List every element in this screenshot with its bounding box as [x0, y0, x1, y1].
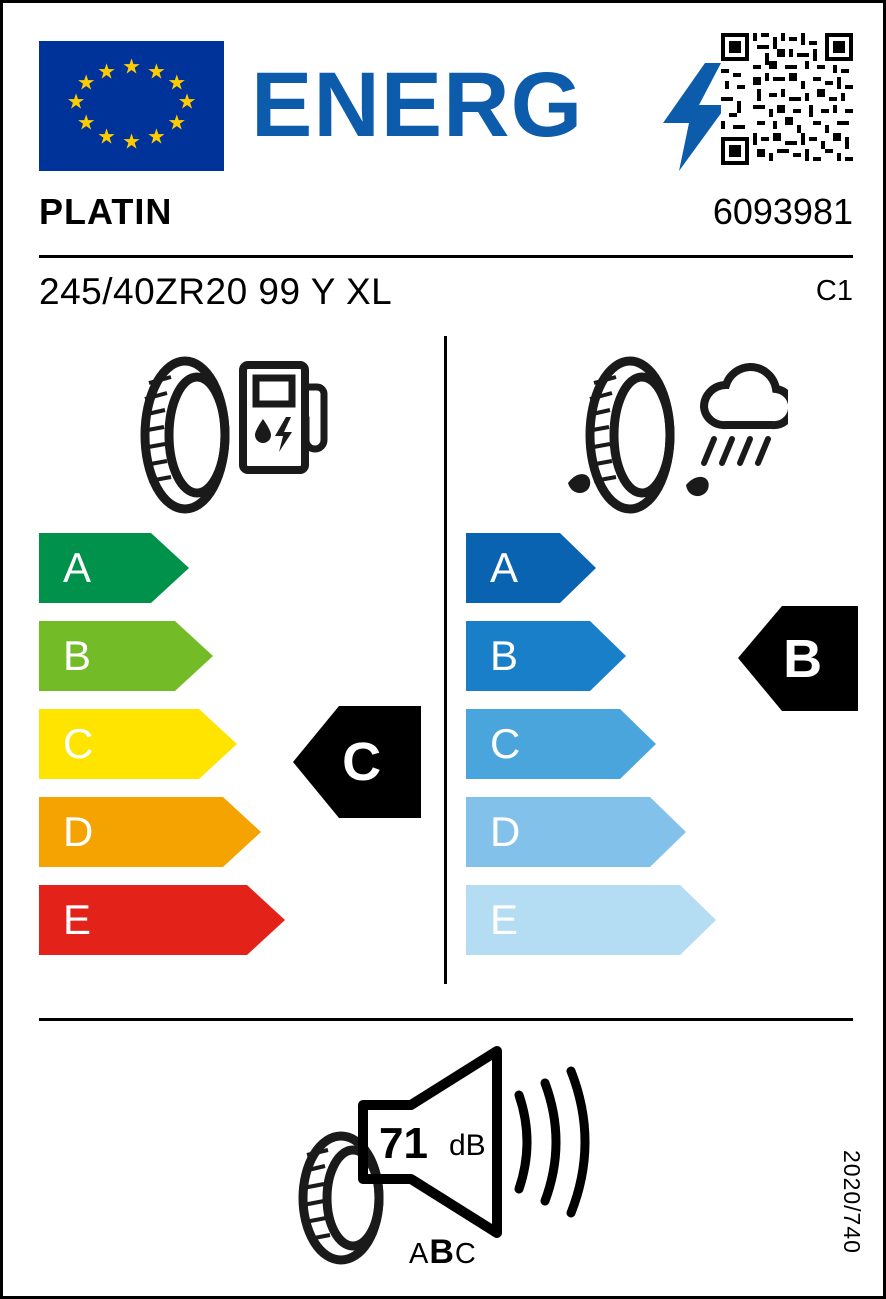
- grade-letter: A: [63, 544, 92, 591]
- fuel-grade-C: [39, 709, 285, 779]
- flag-star: ★: [122, 55, 141, 79]
- grade-letter: C: [63, 720, 94, 767]
- vertical-divider: [444, 336, 447, 984]
- wet-rating-marker: [738, 606, 858, 711]
- grade-letter: E: [490, 896, 519, 943]
- fuel-rating-value: C: [342, 732, 382, 792]
- flag-star: ★: [147, 60, 166, 84]
- qr-code-icon: [721, 33, 853, 165]
- fuel-efficiency-pictogram: [123, 353, 333, 518]
- brand-name: PLATIN: [39, 191, 173, 232]
- grade-letter: B: [63, 632, 92, 679]
- lightning-bolt-icon: [659, 63, 729, 171]
- flag-star: ★: [167, 111, 187, 135]
- divider-bottom: [39, 1018, 853, 1021]
- grade-letter: E: [63, 896, 92, 943]
- brand-row: [39, 191, 853, 249]
- grade-letter: B: [490, 632, 519, 679]
- flag-star: ★: [97, 125, 116, 149]
- fuel-grade-scale: [39, 533, 285, 973]
- grade-letter: D: [63, 808, 94, 855]
- tyre-icon: [568, 361, 709, 509]
- divider-top: [39, 255, 853, 258]
- product-code: 6093981: [712, 191, 853, 232]
- wet-grade-B: [466, 621, 716, 691]
- regulation-reference: 2020/740: [839, 1150, 865, 1254]
- wet-rating-value: B: [783, 628, 823, 689]
- wet-grade-D: [466, 797, 716, 867]
- noise-unit: dB: [449, 1129, 486, 1162]
- grade-letter: A: [490, 544, 519, 591]
- noise-class-c: C: [454, 1238, 477, 1270]
- energy-wordmark: ENERG: [251, 54, 584, 156]
- flag-star: ★: [167, 71, 187, 95]
- noise-class-scale: [409, 1233, 477, 1272]
- flag-star: ★: [97, 60, 116, 84]
- flag-star: ★: [177, 90, 197, 114]
- wet-grade-E: [466, 885, 716, 955]
- grade-letter: D: [490, 808, 521, 855]
- eu-flag-icon: [39, 41, 224, 171]
- fuel-pump-icon: [243, 365, 324, 470]
- noise-section: [283, 1043, 613, 1273]
- noise-class-a: A: [409, 1238, 430, 1270]
- size-row: [39, 271, 853, 317]
- tyre-class: C1: [815, 275, 853, 307]
- fuel-grade-D: [39, 797, 285, 867]
- fuel-grade-E: [39, 885, 285, 955]
- flag-star: ★: [76, 111, 96, 135]
- label-header: [39, 33, 853, 178]
- tyre-icon: [142, 361, 225, 509]
- flag-star: ★: [122, 130, 141, 154]
- tyre-size: 245/40ZR20 99 Y XL: [39, 271, 393, 312]
- flag-star: ★: [66, 90, 86, 114]
- grade-letter: C: [490, 720, 521, 767]
- wet-grip-pictogram: [538, 353, 788, 523]
- fuel-rating-marker: [293, 706, 421, 818]
- wet-grade-A: [466, 533, 716, 603]
- noise-value: 71: [379, 1119, 428, 1168]
- rain-cloud-icon: [704, 367, 788, 463]
- fuel-grade-A: [39, 533, 285, 603]
- noise-class-b-selected: B: [429, 1233, 455, 1271]
- wet-grade-scale: [466, 533, 716, 973]
- fuel-grade-B: [39, 621, 285, 691]
- flag-star: ★: [147, 125, 166, 149]
- flag-star: ★: [76, 71, 96, 95]
- wet-grade-C: [466, 709, 716, 779]
